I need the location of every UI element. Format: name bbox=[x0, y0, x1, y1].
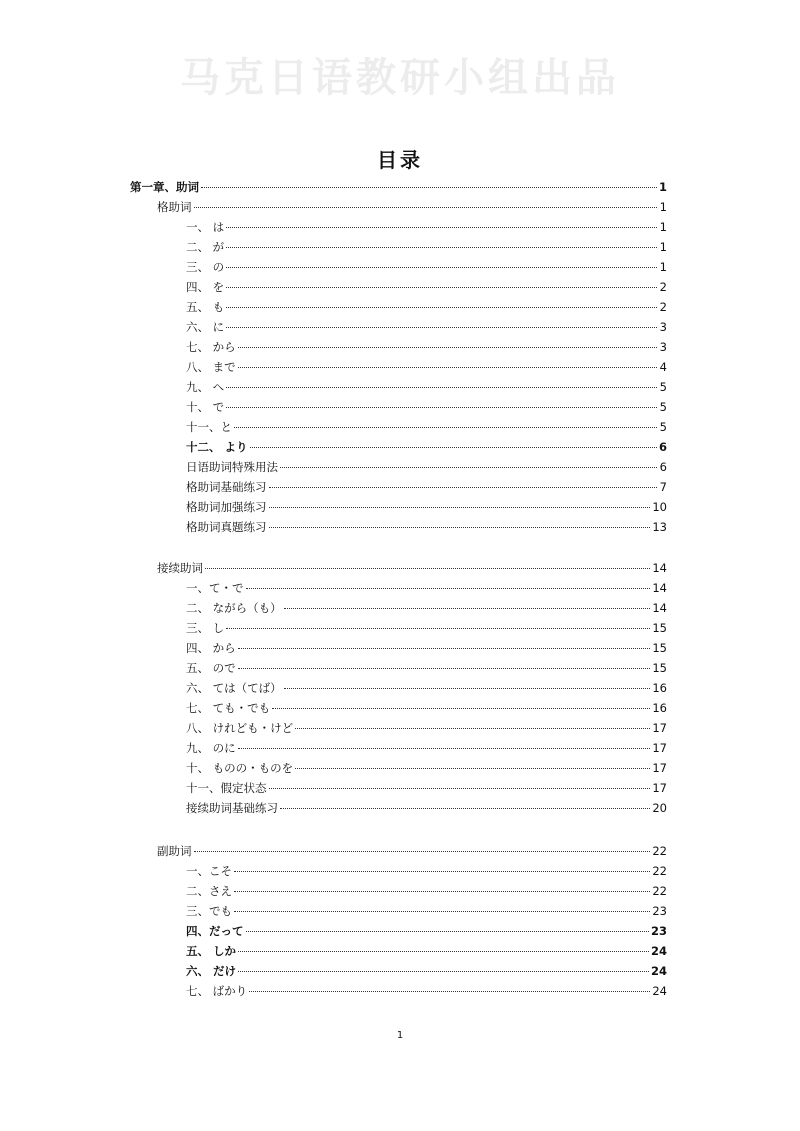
toc-entry-label: 接续助词基础练习 bbox=[186, 801, 278, 815]
toc-entry[interactable] bbox=[0, 398, 667, 416]
dot-leader bbox=[269, 506, 651, 508]
toc-entry[interactable] bbox=[0, 258, 667, 276]
toc-entry-page: 14 bbox=[652, 601, 667, 615]
toc-entry-page: 6 bbox=[658, 440, 667, 454]
dot-leader bbox=[246, 587, 651, 589]
toc-entry-page: 16 bbox=[652, 701, 667, 715]
toc-entry-page: 24 bbox=[650, 944, 667, 958]
dot-leader bbox=[284, 687, 651, 689]
toc-entry-label: 八、 けれども・けど bbox=[186, 721, 294, 735]
toc-entry-page: 16 bbox=[652, 681, 667, 695]
toc-entry[interactable] bbox=[0, 458, 667, 476]
toc-entry-label: 九、 のに bbox=[186, 741, 236, 755]
toc-entry[interactable] bbox=[0, 699, 667, 717]
toc-entry-page: 22 bbox=[652, 884, 667, 898]
toc-entry-label: 四、だって bbox=[186, 924, 244, 938]
toc-entry-page: 17 bbox=[652, 761, 667, 775]
toc-entry-label: 接续助词 bbox=[157, 561, 203, 575]
dot-leader bbox=[269, 486, 658, 488]
toc-entry[interactable] bbox=[0, 599, 667, 617]
dot-leader bbox=[280, 807, 650, 809]
toc-entry-label: 二、さえ bbox=[186, 884, 232, 898]
toc-entry[interactable] bbox=[0, 962, 667, 980]
toc-entry-page: 24 bbox=[650, 964, 667, 978]
toc-entry-label: 十、 で bbox=[186, 400, 225, 414]
dot-leader bbox=[238, 647, 651, 649]
toc-entry-page: 1 bbox=[659, 220, 667, 234]
dot-leader bbox=[280, 466, 657, 468]
toc-entry[interactable] bbox=[0, 679, 667, 697]
dot-leader bbox=[234, 426, 657, 428]
dot-leader bbox=[238, 970, 649, 972]
toc-entry[interactable] bbox=[0, 639, 667, 657]
toc-entry[interactable] bbox=[0, 418, 667, 436]
toc-entry[interactable] bbox=[0, 799, 667, 817]
toc-entry[interactable] bbox=[0, 759, 667, 777]
toc-entry[interactable] bbox=[0, 942, 667, 960]
toc-entry[interactable] bbox=[0, 378, 667, 396]
dot-leader bbox=[238, 950, 649, 952]
toc-entry-page: 15 bbox=[652, 661, 667, 675]
toc-entry-label: 四、 を bbox=[186, 280, 225, 294]
toc-entry-page: 1 bbox=[658, 180, 667, 194]
toc-entry-page: 13 bbox=[652, 520, 667, 534]
toc-entry[interactable] bbox=[0, 318, 667, 336]
toc-entry-label: 格助词真题练习 bbox=[186, 520, 267, 534]
toc-entry-page: 5 bbox=[659, 420, 667, 434]
toc-entry-page: 10 bbox=[652, 500, 667, 514]
toc-entry-label: 十一、と bbox=[186, 420, 232, 434]
dot-leader bbox=[234, 870, 650, 872]
toc-entry-page: 17 bbox=[652, 721, 667, 735]
toc-entry-label: 格助词 bbox=[157, 200, 192, 214]
toc-entry[interactable] bbox=[0, 358, 667, 376]
dot-leader bbox=[226, 246, 657, 248]
toc-entry-page: 22 bbox=[652, 844, 667, 858]
dot-leader bbox=[238, 747, 651, 749]
toc-entry-page: 2 bbox=[659, 280, 667, 294]
toc-entry-page: 7 bbox=[659, 480, 667, 494]
toc-entry[interactable] bbox=[0, 659, 667, 677]
dot-leader bbox=[226, 386, 657, 388]
dot-leader bbox=[269, 787, 651, 789]
dot-leader bbox=[201, 186, 657, 188]
toc-entry[interactable] bbox=[0, 619, 667, 637]
dot-leader bbox=[226, 266, 657, 268]
toc-entry-label: 十、 ものの・ものを bbox=[186, 761, 294, 775]
toc-entry-label: 格助词加强练习 bbox=[186, 500, 267, 514]
toc-entry-label: 五、 しか bbox=[186, 944, 237, 958]
toc-entry-label: 八、 まで bbox=[186, 360, 236, 374]
toc-entry-label: 副助词 bbox=[157, 844, 192, 858]
toc-entry-page: 5 bbox=[659, 380, 667, 394]
toc-entry[interactable] bbox=[0, 478, 667, 496]
toc-entry[interactable] bbox=[0, 498, 667, 516]
toc-entry-page: 24 bbox=[652, 984, 667, 998]
dot-leader bbox=[238, 667, 651, 669]
toc-entry-page: 15 bbox=[652, 641, 667, 655]
toc-entry-page: 4 bbox=[659, 360, 667, 374]
toc-entry[interactable] bbox=[0, 739, 667, 757]
toc-entry[interactable] bbox=[0, 238, 667, 256]
toc-entry-label: 三、 の bbox=[186, 260, 225, 274]
toc-entry-label: 七、 から bbox=[186, 340, 236, 354]
toc-entry-page: 1 bbox=[659, 260, 667, 274]
dot-leader bbox=[194, 206, 658, 208]
toc-entry[interactable] bbox=[0, 278, 667, 296]
toc-entry[interactable] bbox=[0, 719, 667, 737]
dot-leader bbox=[226, 306, 657, 308]
toc-entry-page: 5 bbox=[659, 400, 667, 414]
dot-leader bbox=[249, 990, 650, 992]
dot-leader bbox=[269, 526, 651, 528]
toc-entry[interactable] bbox=[0, 518, 667, 536]
toc-entry-page: 17 bbox=[652, 781, 667, 795]
toc-entry[interactable] bbox=[0, 178, 667, 196]
toc-entry-label: 六、 に bbox=[186, 320, 225, 334]
toc-entry[interactable] bbox=[0, 982, 667, 1000]
toc-entry[interactable] bbox=[0, 579, 667, 597]
toc-entry-label: 格助词基础练习 bbox=[186, 480, 267, 494]
toc-entry-page: 1 bbox=[659, 240, 667, 254]
toc-entry-label: 四、 から bbox=[186, 641, 236, 655]
dot-leader bbox=[238, 346, 657, 348]
toc-entry-label: 三、でも bbox=[186, 904, 232, 918]
dot-leader bbox=[284, 607, 651, 609]
dot-leader bbox=[226, 286, 657, 288]
dot-leader bbox=[234, 910, 650, 912]
toc-entry-label: 日语助词特殊用法 bbox=[186, 460, 278, 474]
toc-entry[interactable] bbox=[0, 779, 667, 797]
page-number: 1 bbox=[396, 1030, 404, 1041]
toc-entry-label: 六、 ては（てば） bbox=[186, 681, 282, 695]
toc-entry[interactable] bbox=[0, 298, 667, 316]
toc-entry-label: 九、 へ bbox=[186, 380, 225, 394]
toc-entry-label: 五、 ので bbox=[186, 661, 236, 675]
toc-entry-label: 一、て・で bbox=[186, 581, 244, 595]
toc-entry-page: 3 bbox=[659, 320, 667, 334]
toc-entry-label: 五、 も bbox=[186, 300, 225, 314]
dot-leader bbox=[226, 406, 657, 408]
toc-entry-label: 七、 ても・でも bbox=[186, 701, 271, 715]
toc-entry-page: 14 bbox=[652, 581, 667, 595]
toc-entry-page: 22 bbox=[652, 864, 667, 878]
dot-leader bbox=[226, 226, 657, 228]
toc-entry[interactable] bbox=[0, 559, 667, 577]
dot-leader bbox=[194, 850, 651, 852]
toc-entry-page: 2 bbox=[659, 300, 667, 314]
toc-entry-label: 三、 し bbox=[186, 621, 225, 635]
toc-entry-page: 23 bbox=[652, 904, 667, 918]
toc-entry[interactable] bbox=[0, 862, 667, 880]
toc-entry[interactable] bbox=[0, 338, 667, 356]
toc-entry[interactable] bbox=[0, 438, 667, 456]
dot-leader bbox=[234, 890, 650, 892]
toc-entry[interactable] bbox=[0, 842, 667, 860]
watermark: 马克日语教研小组出品 bbox=[180, 55, 620, 101]
toc-entry[interactable] bbox=[0, 882, 667, 900]
toc-entry-page: 1 bbox=[659, 200, 667, 214]
dot-leader bbox=[250, 446, 657, 448]
toc-entry-label: 六、 だけ bbox=[186, 964, 237, 978]
toc-entry-page: 3 bbox=[659, 340, 667, 354]
dot-leader bbox=[226, 627, 650, 629]
toc-entry-label: 一、こそ bbox=[186, 864, 232, 878]
toc-entry-label: 二、 が bbox=[186, 240, 225, 254]
toc-entry-page: 14 bbox=[652, 561, 667, 575]
page-title: 目录 bbox=[377, 148, 423, 172]
toc-entry-label: 十二、 より bbox=[186, 440, 248, 454]
toc-entry-label: 一、 は bbox=[186, 220, 225, 234]
dot-leader bbox=[205, 567, 650, 569]
dot-leader bbox=[246, 930, 649, 932]
toc-entry-label: 二、 ながら（も） bbox=[186, 601, 282, 615]
dot-leader bbox=[295, 767, 650, 769]
toc-entry-page: 15 bbox=[652, 621, 667, 635]
toc-entry-label: 七、 ばかり bbox=[186, 984, 248, 998]
dot-leader bbox=[272, 707, 650, 709]
dot-leader bbox=[295, 727, 650, 729]
toc-entry[interactable] bbox=[0, 922, 667, 940]
toc-entry[interactable] bbox=[0, 218, 667, 236]
toc-entry-label: 十一、假定状态 bbox=[186, 781, 267, 795]
toc-entry-page: 17 bbox=[652, 741, 667, 755]
dot-leader bbox=[238, 366, 657, 368]
toc-entry[interactable] bbox=[0, 902, 667, 920]
dot-leader bbox=[226, 326, 657, 328]
toc-entry-page: 20 bbox=[652, 801, 667, 815]
toc-entry-label: 第一章、助词 bbox=[130, 180, 199, 194]
toc-entry[interactable] bbox=[0, 198, 667, 216]
toc-entry-page: 6 bbox=[659, 460, 667, 474]
toc-entry-page: 23 bbox=[650, 924, 667, 938]
